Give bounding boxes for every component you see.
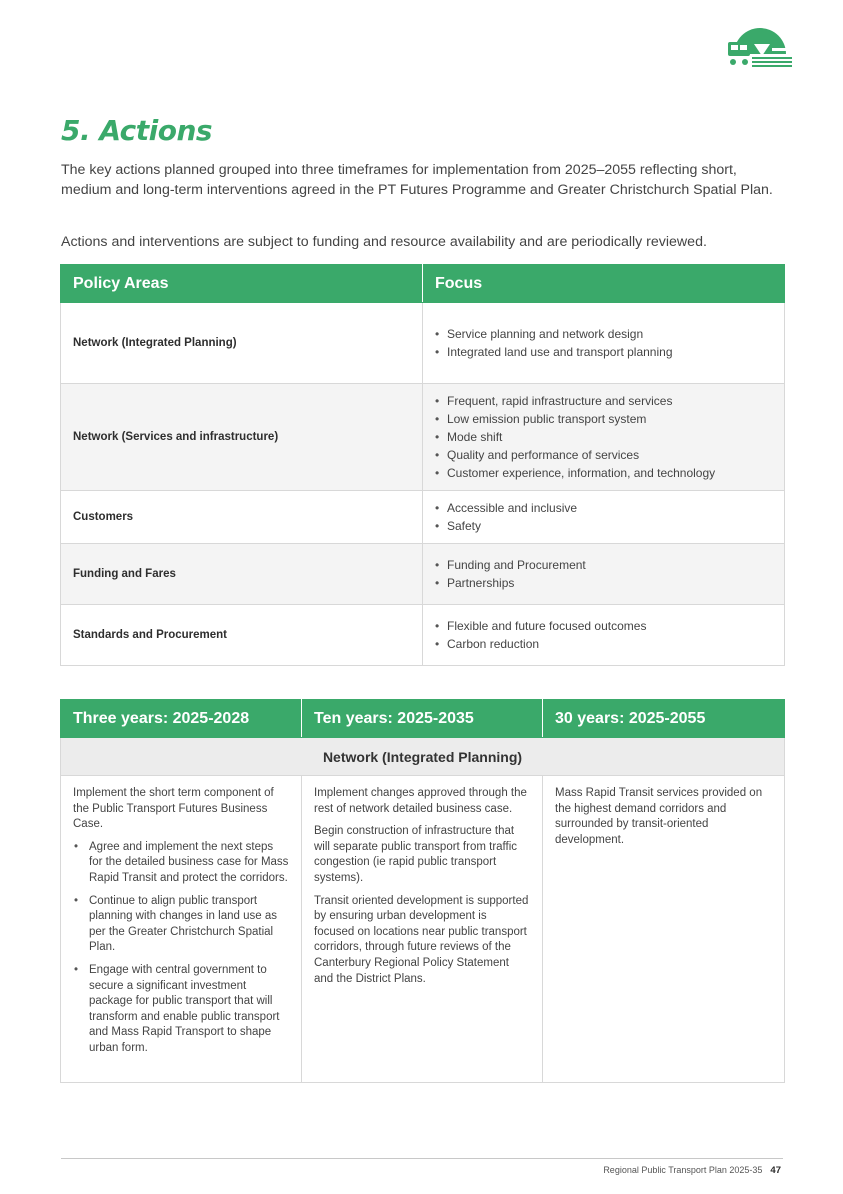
- focus-item: • Customer experience, information, and technology: [435, 464, 772, 482]
- cell-paragraph: Begin construction of infrastructure that will separate public transport from traffic congestion (ie rapid public transport systems).: [314, 825, 518, 884]
- focus-item: • Quality and performance of services: [435, 446, 772, 464]
- header-policy-areas: Policy Areas: [61, 265, 423, 303]
- table-row: [61, 776, 785, 1083]
- ten-years-cell: [302, 776, 543, 1083]
- policy-area: Network (Integrated Planning): [61, 303, 423, 384]
- focus-item: • Mode shift: [435, 428, 772, 446]
- focus-item: • Partnerships: [435, 574, 772, 592]
- policy-area: Funding and Fares: [61, 544, 423, 605]
- section-heading: Network (Integrated Planning): [61, 738, 785, 776]
- focus-list-cell: [423, 384, 785, 491]
- focus-item: • Integrated land use and transport planning: [435, 343, 772, 361]
- focus-item: • Flexible and future focused outcomes: [435, 617, 772, 635]
- action-item: • Engage with central government to secure a significant investment package for public transport that will transform and enable public transport and Mass Rapid Transport to shape urban form.: [73, 963, 289, 1057]
- intro-paragraph: The key actions planned grouped into three timeframes for implementation from 2025–2055 reflecting short, medium and long-term interventions agreed in the PT Futures Programme and Greater Christchurch Spatial Plan.: [61, 162, 773, 198]
- header-thirty-years: 30 years: 2025-2055: [543, 700, 785, 738]
- cell-paragraph: Implement changes approved through the rest of network detailed business case.: [314, 787, 527, 815]
- cell-paragraph: Mass Rapid Transit services provided on the highest demand corridors and surrounded by transit-oriented development.: [555, 787, 763, 846]
- focus-list-cell: [423, 544, 785, 605]
- focus-item: • Service planning and network design: [435, 325, 772, 343]
- table-header-row: [61, 265, 785, 303]
- focus-list-cell: [423, 491, 785, 544]
- policy-area: Network (Services and infrastructure): [61, 384, 423, 491]
- focus-item: • Safety: [435, 517, 772, 535]
- header-ten-years: Ten years: 2025-2035: [302, 700, 543, 738]
- cell-paragraph: Transit oriented development is supported by ensuring urban development is focused on locations near public transport corridors, through future reviews of the Canterbury Regional Policy Statement and the District Plans.: [314, 894, 529, 985]
- page-number: 47: [770, 1165, 781, 1176]
- table-header-row: [61, 700, 785, 738]
- focus-item: • Carbon reduction: [435, 635, 772, 653]
- focus-item: • Frequent, rapid infrastructure and services: [435, 392, 772, 410]
- section-row: [61, 738, 785, 776]
- table-row: [61, 605, 785, 666]
- footer-divider: [61, 1158, 783, 1159]
- focus-item: • Low emission public transport system: [435, 410, 772, 428]
- focus-item: • Funding and Procurement: [435, 556, 772, 574]
- table-row: [61, 544, 785, 605]
- page-title: 5. Actions: [61, 114, 213, 147]
- thirty-years-cell: [543, 776, 785, 1083]
- focus-item: • Accessible and inclusive: [435, 499, 772, 517]
- footer-doc-title: Regional Public Transport Plan 2025-35: [603, 1165, 763, 1175]
- three-years-cell: [61, 776, 302, 1083]
- focus-list-cell: [423, 605, 785, 666]
- timeframes-table: [60, 699, 785, 1083]
- footer: [603, 1165, 781, 1176]
- policy-area: Standards and Procurement: [61, 605, 423, 666]
- table-row: [61, 303, 785, 384]
- focus-list-cell: [423, 303, 785, 384]
- note-paragraph: Actions and interventions are subject to funding and resource availability and are periodically reviewed.: [61, 234, 707, 250]
- policy-area: Customers: [61, 491, 423, 544]
- policy-areas-table: [60, 264, 785, 666]
- action-item: • Continue to align public transport planning with changes in land use as per the Greater Christchurch Spatial Plan.: [73, 894, 289, 956]
- header-focus: Focus: [423, 265, 785, 303]
- table-row: [61, 491, 785, 544]
- action-item: • Agree and implement the next steps for the detailed business case for Mass Rapid Transit and protect the corridors.: [73, 840, 289, 887]
- cell-paragraph: Implement the short term component of the Public Transport Futures Business Case.: [73, 787, 274, 831]
- header-three-years: Three years: 2025-2028: [61, 700, 302, 738]
- bus-train-ferry-logo-icon: [726, 26, 794, 70]
- table-row: [61, 384, 785, 491]
